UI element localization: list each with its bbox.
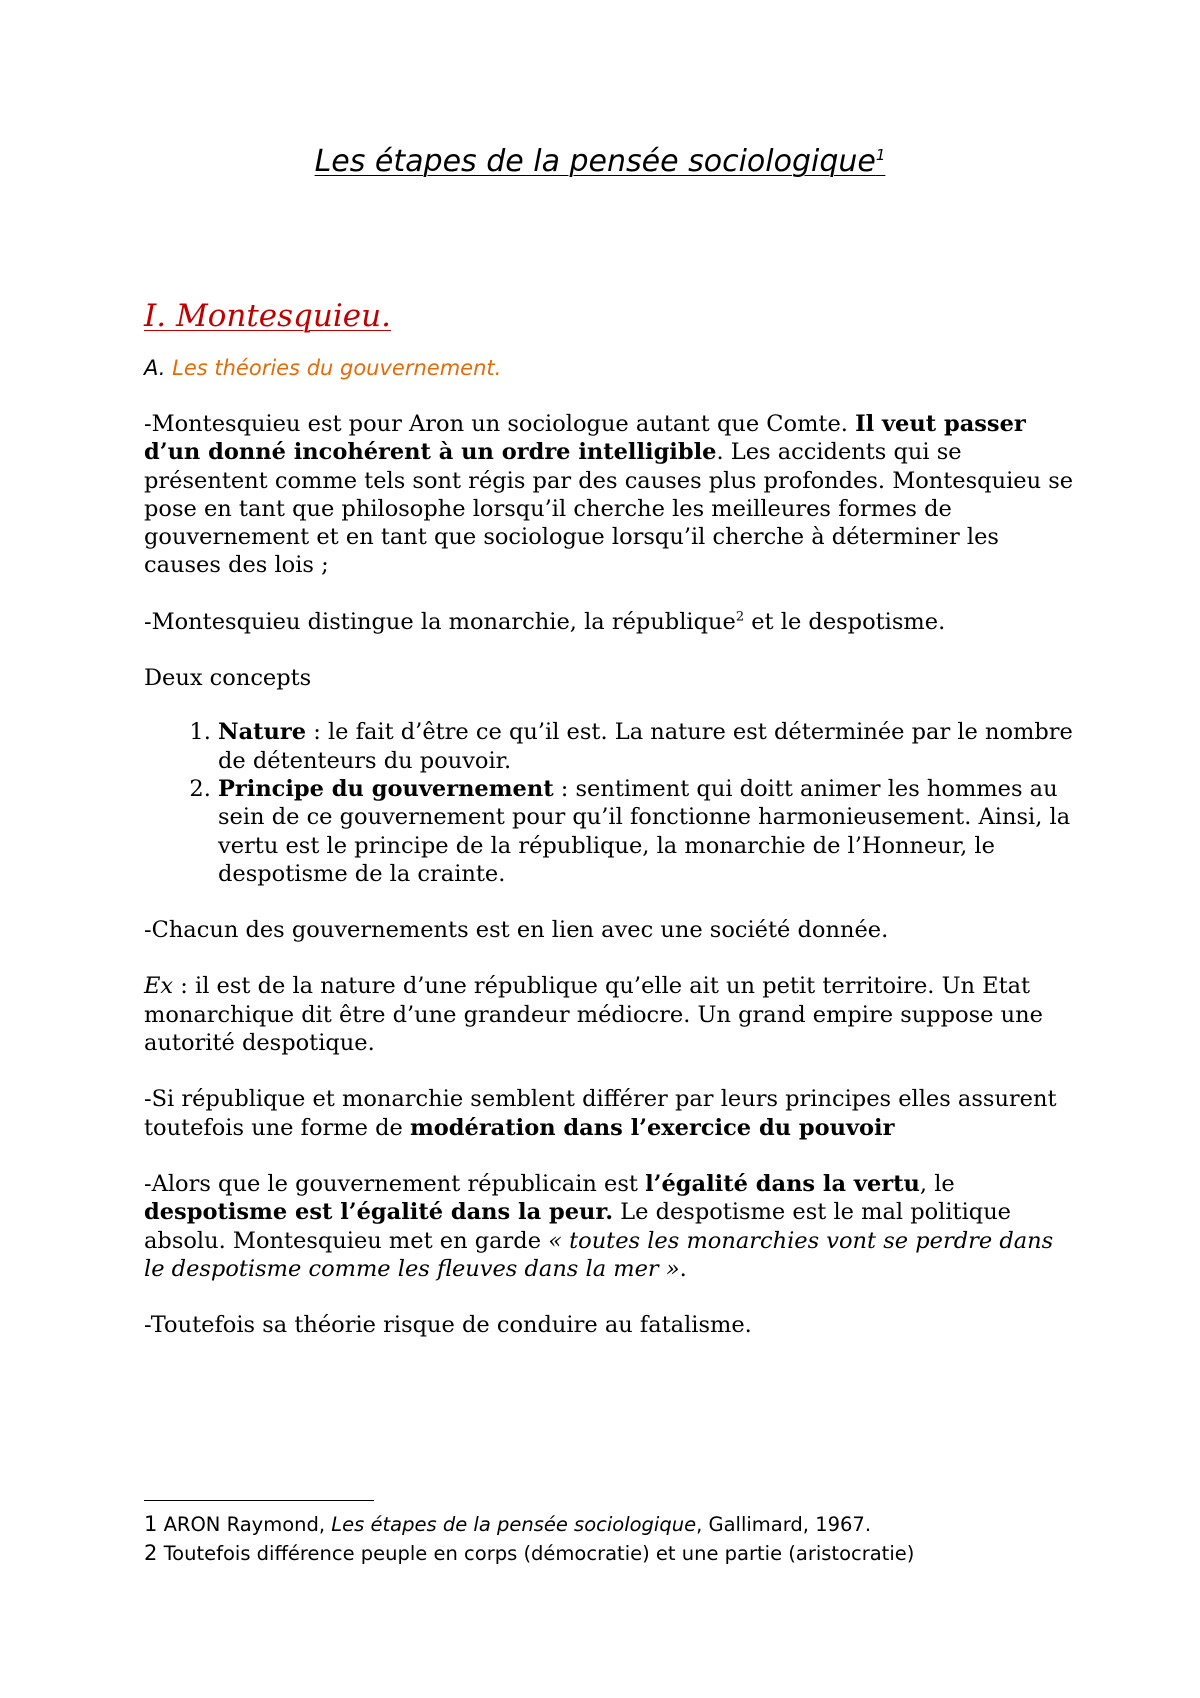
section-heading: I. Montesquieu. xyxy=(144,298,391,334)
text-run: ARON Raymond, xyxy=(157,1513,332,1536)
concept-definition: : le fait d’être ce qu’il est. La nature est déterminée par le nombre de détenteurs du pouvoir. xyxy=(218,719,1073,774)
text-run: -Alors que le gouvernement républicain est xyxy=(144,1170,646,1197)
quote-run: « toutes les monarchies vont se perdre dans le despotisme comme les fleuves dans la mer » xyxy=(144,1227,1054,1282)
text-run: -Montesquieu est pour Aron un sociologue autant que Comte. xyxy=(144,411,856,437)
paragraph-society-link: -Chacun des gouvernements est en lien avec une société donnée. xyxy=(144,917,889,944)
paragraph-forms-of-government xyxy=(144,608,1074,636)
bold-run: l’égalité dans la vertu xyxy=(645,1170,920,1197)
book-title: Les étapes de la pensée sociologique xyxy=(331,1513,697,1536)
text-run: , Gallimard, 1967. xyxy=(696,1513,872,1536)
list-item-principle xyxy=(218,775,1074,888)
title-text: Les étapes de la pensée sociologique xyxy=(314,144,876,179)
footnote-ref-2[interactable]: 2 xyxy=(735,609,745,625)
text-run: , le xyxy=(919,1170,955,1197)
concept-term: Principe du gouvernement xyxy=(218,775,554,802)
subsection-heading xyxy=(144,354,1074,382)
text-run: . xyxy=(679,1255,687,1282)
footnote-number: 2 xyxy=(144,1541,158,1565)
paragraph-aron-sociologist xyxy=(144,410,1074,580)
example-label: Ex xyxy=(144,973,174,1000)
bold-run: Il veut passer d’un donné incohérent à un ordre intelligible xyxy=(144,411,1026,466)
footnotes xyxy=(144,1510,1074,1568)
footnote-ref-1[interactable]: 1 xyxy=(875,146,886,164)
text-run: Toutefois différence peuple en corps (démocratie) et une partie (aristocratie) xyxy=(157,1542,915,1565)
text-run: -Si république et monarchie semblent différer par leurs principes elles assurent toutefois une forme de xyxy=(144,1086,1057,1141)
paragraph-fatalism: -Toutefois sa théorie risque de conduire au fatalisme. xyxy=(144,1312,752,1339)
footnote-1 xyxy=(144,1510,1074,1539)
subsection-label: Les théories du gouvernement. xyxy=(172,356,502,380)
bold-run: despotisme est l’égalité dans la peur. xyxy=(144,1199,614,1226)
document-title xyxy=(0,144,1200,180)
list-item-nature xyxy=(218,718,1074,775)
text-run: -Montesquieu distingue la monarchie, la république xyxy=(144,608,736,635)
concepts-list xyxy=(144,718,1074,888)
subsection-letter: A xyxy=(144,356,159,380)
footnote-2 xyxy=(144,1539,1074,1568)
footnote-number: 1 xyxy=(144,1512,158,1536)
paragraph-two-concepts: Deux concepts xyxy=(144,665,312,692)
footnote-separator xyxy=(144,1500,374,1501)
subsection-dot: . xyxy=(158,356,166,380)
bold-run: modération dans l’exercice du pouvoir xyxy=(409,1114,895,1141)
concept-term: Nature xyxy=(218,719,307,746)
text-run: : il est de la nature d’une république qu’elle ait un petit territoire. Un Etat monarchique dit être d’une grandeur médiocre. Un grand empire suppose une autorité despotique. xyxy=(144,973,1043,1057)
paragraph-moderation xyxy=(144,1085,1074,1142)
paragraph-example xyxy=(144,972,1074,1057)
text-run: Le despotisme est le mal politique absolu. Montesquieu met en garde xyxy=(144,1199,1011,1254)
document-body xyxy=(144,296,1074,1339)
paragraph-equality xyxy=(144,1170,1074,1283)
text-run: . Les accidents qui se présentent comme tels sont régis par des causes plus profondes. Montesquieu se pose en tant que philosophe lorsqu’il cherche les meilleures formes de gouvernement et en tant que sociologue lorsqu’il cherche à déterminer les causes des lois ; xyxy=(144,439,1074,579)
concept-definition: : sentiment qui doitt animer les hommes au sein de ce gouvernement pour qu’il fonctionne harmonieusement. Ainsi, la vertu est le principe de la république, la monarchie de l’Honneur, le despotisme de la crainte. xyxy=(218,775,1071,887)
text-run: et le despotisme. xyxy=(744,608,946,635)
